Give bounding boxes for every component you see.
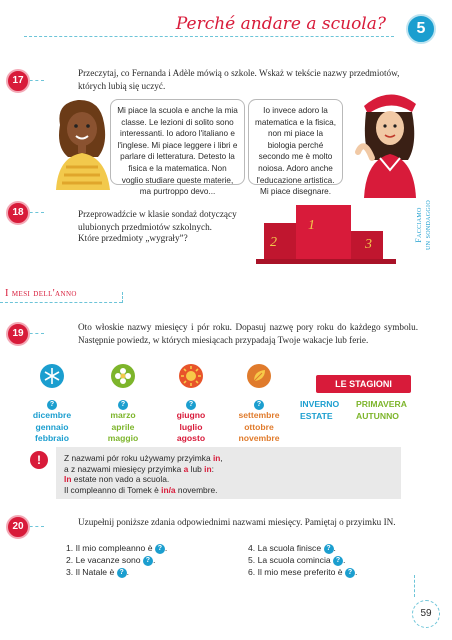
note-line-2: a z nazwami miesięcy przyimka a lub in: (64, 463, 214, 474)
month-febbraio: febbraio (35, 433, 69, 443)
note-line-3: In estate non vado a scuola. (64, 474, 170, 485)
ex20-item-1: 1. Il mio compleanno è ? . (66, 543, 168, 553)
note-line-4: Il compleanno di Tomek è in/a novembre. (64, 484, 218, 495)
sun-icon (178, 363, 204, 389)
flower-icon (110, 363, 136, 389)
ex20-item-2: 2. Le vacanze sono ? . (66, 555, 156, 565)
ex20-item-5: 5. La scuola comincia ? . (248, 555, 346, 565)
side-label-line-1: Facciamo (414, 207, 423, 243)
month-agosto: agosto (176, 433, 206, 443)
blank-2[interactable]: ? (143, 556, 153, 566)
question-mark-1: ? (47, 400, 57, 410)
blank-6[interactable]: ? (345, 568, 355, 578)
blank-1[interactable]: ? (155, 544, 165, 554)
header-divider (24, 36, 394, 37)
section-title-rule-end (122, 292, 123, 303)
page-number-rule (414, 575, 415, 597)
blank-4[interactable]: ? (324, 544, 334, 554)
month-maggio: maggio (107, 433, 139, 443)
ex18-instruction: Przeprowadźcie w klasie sondaż dotyczący ulubionych przedmiotów szkolnych. (78, 209, 237, 232)
month-marzo: marzo (110, 410, 136, 420)
month-luglio: luglio (179, 421, 203, 432)
unit-number-badge: 5 (406, 14, 436, 44)
grammar-note (56, 447, 401, 499)
ex20-number-badge: 20 (6, 515, 30, 539)
month-dicembre: dicembre (32, 410, 72, 420)
podium-illustration (256, 197, 396, 267)
side-label-line-2: un sondaggio (423, 200, 432, 250)
ex17-instruction: Przeczytaj, co Fernanda i Adèle mówią o szkole. Wskaż w tekście nazwy przedmiotów, których lubią się uczyć. (78, 68, 400, 91)
month-giugno: giugno (176, 410, 206, 420)
ex20-item-4: 4. La scuola finisce ? . (248, 543, 336, 553)
section-title-rule (0, 302, 122, 303)
ex20-item-3: 3. Il Natale è ? . (66, 567, 130, 577)
months-summer (161, 410, 221, 445)
months-autumn (229, 410, 289, 445)
side-label (414, 190, 432, 270)
section-title: I mesi dell'anno (5, 288, 77, 299)
question-mark-4: ? (254, 400, 264, 410)
page-title: Perché andare a scuola? (175, 14, 386, 34)
attention-icon: ! (30, 451, 48, 469)
girl-right-illustration (350, 88, 430, 198)
blank-5[interactable]: ? (333, 556, 343, 566)
ex20-list-right (248, 542, 428, 578)
month-novembre: novembre (238, 433, 280, 443)
months-winter (22, 410, 82, 445)
podium-place-3: 3 (365, 237, 372, 252)
speech-bubble-left: Mi piace la scuola e anche la mia classe. Le lezioni di solito sono interessanti. Io adoro l'italiano e l'inglese. Mi piace leggere i libri e parlare di letteratura. Detesto la fisica e la matematica. Non voglio studiare queste materie, ma purtroppo devo... (110, 99, 245, 185)
question-mark-3: ? (186, 400, 196, 410)
stagione-inverno: INVERNO (300, 399, 340, 409)
ex17-number-badge: 17 (6, 69, 30, 93)
month-settembre: settembre (238, 410, 280, 420)
note-line-1: Z nazwami pór roku używamy przyimka in, (64, 453, 223, 463)
month-gennaio: gennaio (35, 421, 69, 432)
stagione-estate: ESTATE (300, 411, 333, 421)
ex18-question: Które przedmioty „wygrały”? (78, 233, 188, 243)
blank-3[interactable]: ? (117, 568, 127, 578)
ex20-list-left (66, 542, 236, 578)
months-spring (93, 410, 153, 445)
speech-bubble-right: Io invece adoro la matematica e la fisica, non mi piace la biologia perché secondo me è molto noiosa. Adoro anche l'educazione artistica. Mi piace disegnare. (248, 99, 343, 185)
ex20-item-6: 6. Il mio mese preferito è ? . (248, 567, 358, 577)
ex19-number-badge: 19 (6, 322, 30, 346)
ex20-instruction: Uzupełnij poniższe zdania odpowiednimi nazwami miesięcy. Pamiętaj o przyimku IN. (78, 517, 396, 527)
ex19-instruction: Oto włoskie nazwy miesięcy i pór roku. Dopasuj nazwę pory roku do każdego symbolu. Następnie powiedz, w których miesiącach przypadają Twoje wakacje lub ferie. (78, 322, 418, 345)
ex18-number-badge: 18 (6, 201, 30, 225)
stagione-autunno: AUTUNNO (356, 411, 399, 421)
page-number: 59 (412, 600, 440, 628)
snowflake-icon (39, 363, 65, 389)
month-ottobre: ottobre (244, 421, 274, 432)
podium-place-1: 1 (308, 218, 315, 233)
podium-place-2: 2 (270, 235, 277, 250)
stagione-primavera: PRIMAVERA (356, 399, 407, 409)
girl-left-illustration (48, 95, 118, 190)
leaf-icon (246, 363, 272, 389)
question-mark-2: ? (118, 400, 128, 410)
month-aprile: aprile (111, 421, 135, 432)
stagioni-title: LE STAGIONI (316, 375, 411, 393)
